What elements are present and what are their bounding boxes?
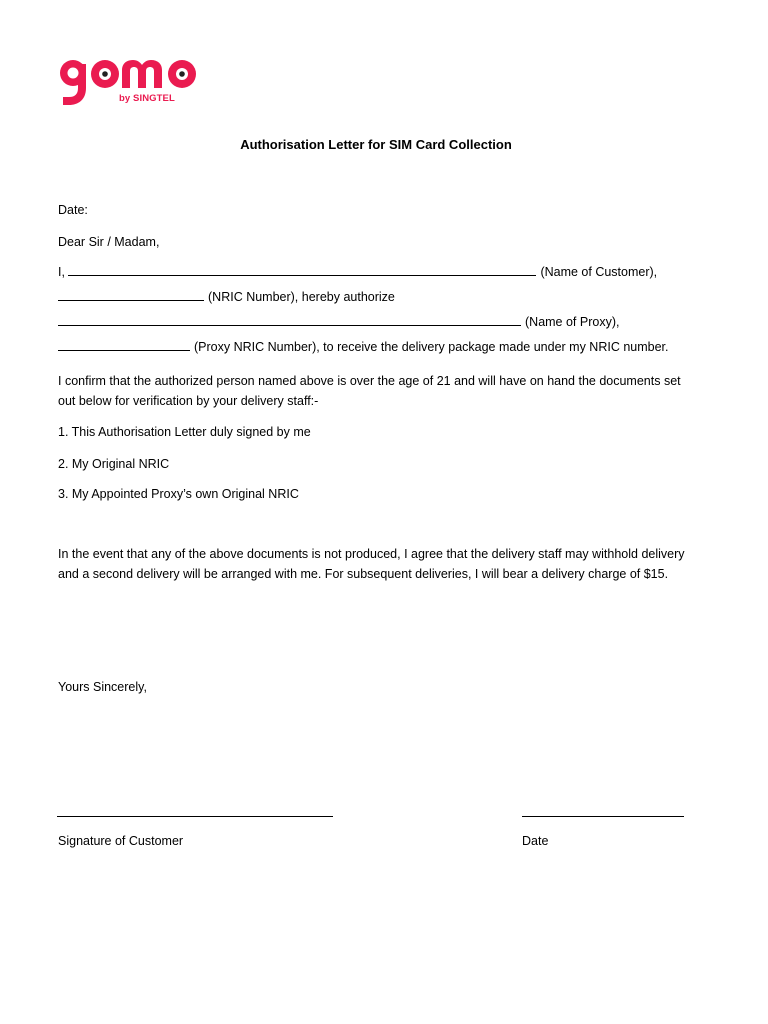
- document-item-1: 1. This Authorisation Letter duly signed by me: [58, 425, 311, 439]
- proxy-line: [58, 314, 619, 330]
- confirm-paragraph: I confirm that the authorized person named above is over the age of 21 and will have on hand the documents set out below for verification by your delivery staff:-: [58, 374, 681, 408]
- nric-line: [58, 289, 395, 305]
- signature-date-label: Date: [522, 834, 549, 848]
- customer-suffix: (Name of Customer),: [540, 265, 658, 279]
- customer-line: [58, 264, 657, 280]
- page-title: Authorisation Letter for SIM Card Collection: [240, 137, 512, 152]
- proxy-name-blank[interactable]: [58, 314, 521, 326]
- date-signature-line[interactable]: [522, 816, 684, 817]
- document-item-3: 3. My Appointed Proxy’s own Original NRIC: [58, 487, 299, 501]
- document-item-2: 2. My Original NRIC: [58, 457, 170, 471]
- closing: Yours Sincerely,: [58, 680, 147, 694]
- date-label: Date:: [58, 203, 88, 217]
- proxy-nric-line: [58, 339, 669, 355]
- event-paragraph: In the event that any of the above documents is not produced, I agree that the delivery staff may withhold delivery and a second delivery will be arranged with me. For subsequent deliveries, I will bear a delivery charge of $15.: [58, 547, 685, 581]
- proxy-suffix: (Name of Proxy),: [525, 315, 620, 329]
- proxy-nric-blank[interactable]: [58, 339, 190, 351]
- customer-prefix: I,: [58, 265, 65, 279]
- salutation: Dear Sir / Madam,: [58, 235, 160, 249]
- nric-blank[interactable]: [58, 289, 204, 301]
- nric-suffix: (NRIC Number), hereby authorize: [208, 290, 395, 304]
- proxy-nric-suffix: (Proxy NRIC Number), to receive the delivery package made under my NRIC number.: [194, 340, 669, 354]
- customer-name-blank[interactable]: [68, 264, 536, 276]
- logo-subtitle: by SINGTEL: [119, 93, 175, 104]
- signature-customer-label: Signature of Customer: [58, 834, 184, 848]
- customer-signature-line[interactable]: [57, 816, 333, 817]
